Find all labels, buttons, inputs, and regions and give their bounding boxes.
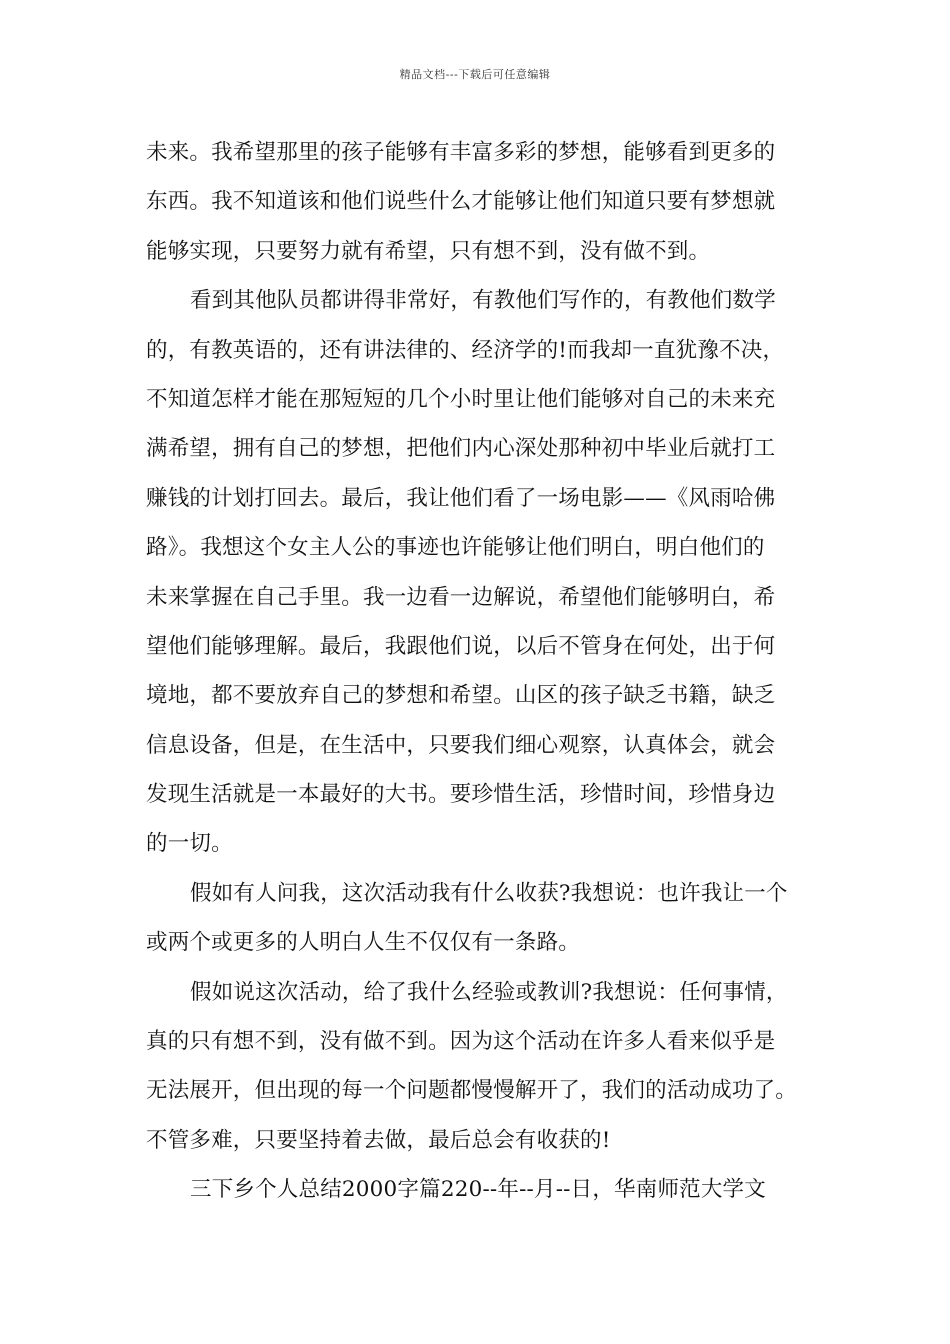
text-line: 未来掌握在自己手里。我一边看一边解说，希望他们能够明白，希 [146,584,776,610]
text-line: 三下乡个人总结2000字篇220--年--月--日，华南师范大学文 [190,1177,766,1203]
text-line: 路》。我想这个女主人公的事迹也许能够让他们明白，明白他们的 [146,535,765,561]
text-line: 望他们能够理解。最后，我跟他们说，以后不管身在何处，出于何 [146,633,776,659]
text-line: 赚钱的计划打回去。最后，我让他们看了一场电影——《风雨哈佛 [146,485,776,511]
text-line: 境地，都不要放弃自己的梦想和希望。山区的孩子缺乏书籍，缺乏 [146,683,776,709]
text-line: 东西。我不知道该和他们说些什么才能够让他们知道只要有梦想就 [146,189,776,215]
text-line: 满希望，拥有自己的梦想，把他们内心深处那种初中毕业后就打工 [146,436,776,462]
text-line: 不知道怎样才能在那短短的几个小时里让他们能够对自己的未来充 [146,386,776,412]
document-body [146,128,810,1215]
text-line: 假如有人问我，这次活动我有什么收获?我想说：也许我让一个 [190,880,788,906]
text-line: 看到其他队员都讲得非常好，有教他们写作的，有教他们数学 [190,288,776,314]
text-line: 假如说这次活动，给了我什么经验或教训?我想说：任何事情， [190,979,788,1005]
text-line: 无法展开，但出现的每一个问题都慢慢解开了，我们的活动成功了。 [146,1078,798,1104]
text-line: 或两个或更多的人明白人生不仅仅有一条路。 [146,930,581,956]
text-line: 能够实现，只要努力就有希望，只有想不到，没有做不到。 [146,238,711,264]
text-line: 的一切。 [146,831,233,857]
text-line: 不管多难，只要坚持着去做，最后总会有收获的! [146,1127,611,1153]
text-line: 的，有教英语的，还有讲法律的、经济学的!而我却一直犹豫不决， [146,337,785,363]
text-line: 发现生活就是一本最好的大书。要珍惜生活，珍惜时间，珍惜身边 [146,782,776,808]
text-line: 未来。我希望那里的孩子能够有丰富多彩的梦想，能够看到更多的 [146,140,776,165]
text-line: 信息设备，但是，在生活中，只要我们细心观察，认真体会，就会 [146,732,776,758]
page-header: 精品文档---下载后可任意编辑 [399,68,551,81]
text-line: 真的只有想不到，没有做不到。因为这个活动在许多人看来似乎是 [146,1029,776,1055]
